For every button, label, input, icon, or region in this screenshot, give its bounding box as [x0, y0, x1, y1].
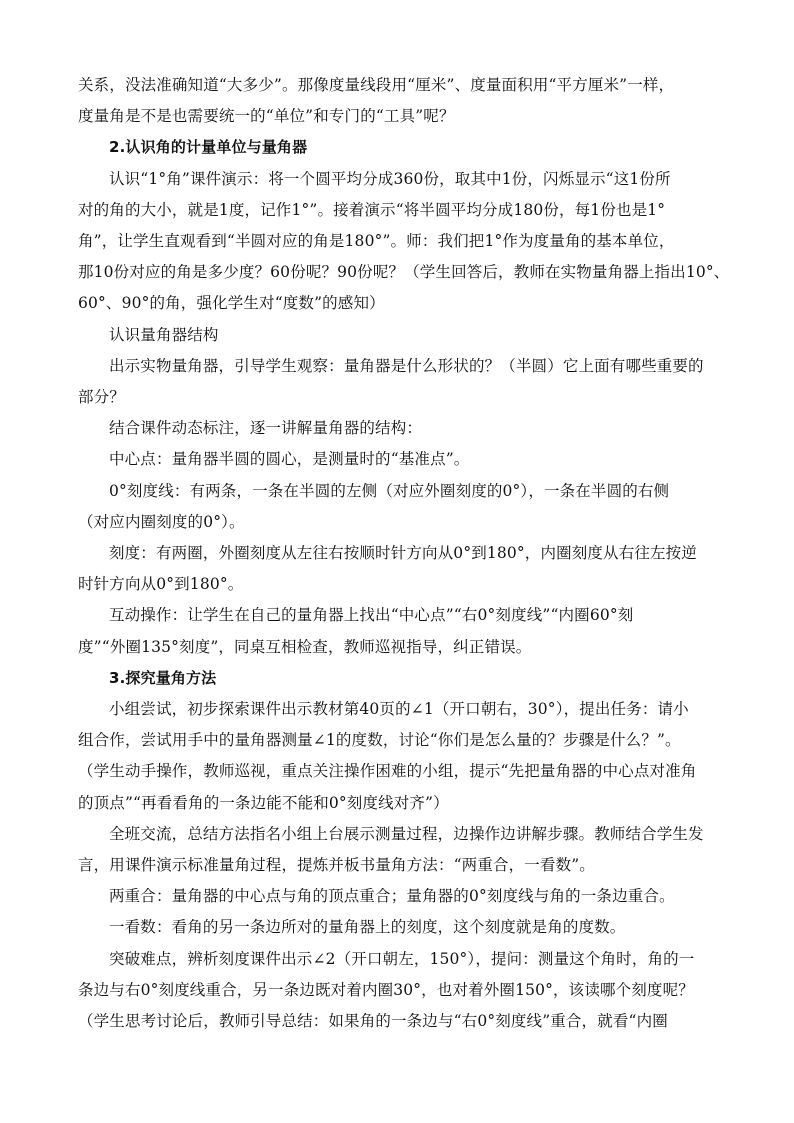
text-line: （对应内圈刻度的0°）。	[78, 512, 245, 531]
text-line: 全班交流，总结方法指名小组上台展示测量过程，边操作边讲解步骤。教师结合学生发	[109, 824, 704, 843]
text-line: 刻度：有两圈，外圈刻度从左往右按顺时针方向从0°到180°，内圈刻度从右往左按逆	[109, 544, 697, 563]
text-line: 两重合：量角器的中心点与角的顶点重合；量角器的0°刻度线与角的一条边重合。	[109, 887, 675, 906]
text-line: 角”，让学生直观看到“半圆对应的角是180°”。师：我们把1°作为度量角的基本单位，	[78, 232, 675, 251]
text-line: 中心点：量角器半圆的圆心，是测量时的“基准点”。	[109, 450, 470, 469]
text-line: （学生思考讨论后，教师引导总结：如果角的一条边与“右0°刻度线”重合，就看“内圈	[78, 1012, 668, 1031]
text-line: （学生动手操作，教师巡视，重点关注操作困难的小组，提示“先把量角器的中心点对准角	[78, 762, 697, 781]
text-line: 0°刻度线：有两条，一条在半圆的左侧（对应外圈刻度的0°），一条在半圆的右侧	[109, 481, 670, 500]
text-line: 认识量角器结构	[109, 325, 219, 344]
section-heading: 2.认识角的计量单位与量角器	[109, 138, 308, 157]
text-line: 突破难点，辨析刻度课件出示∠2（开口朝左，150°），提问：测量这个角时，角的一	[109, 949, 695, 968]
text-line: 度”“外圈135°刻度”，同桌互相检查，教师巡视指导，纠正错误。	[78, 637, 532, 656]
text-line: 度量角是不是也需要统一的“单位”和专门的“工具”呢？	[78, 107, 455, 126]
document-page	[78, 70, 730, 1037]
text-line: 小组尝试，初步探索课件出示教材第40页的∠1（开口朝右，30°），提出任务：请小	[109, 700, 689, 719]
text-line: 结合课件动态标注，逐一讲解量角器的结构：	[109, 419, 423, 438]
text-line: 时针方向从0°到180°。	[78, 575, 244, 594]
text-line: 部分？	[78, 388, 125, 407]
text-line: 条边与右0°刻度线重合，另一条边既对着内圈30°，也对着外圈150°，该读哪个刻度呢？	[78, 980, 694, 999]
text-line: 那10份对应的角是多少度？60份呢？90份呢？（学生回答后，教师在实物量角器上指出10°、	[78, 263, 730, 282]
text-line: 认识“1°角”课件演示：将一个圆平均分成360份，取其中1份，闪烁显示“这1份所	[109, 169, 671, 188]
text-line: 的顶点”“再看看角的一条边能不能和0°刻度线对齐”）	[78, 793, 449, 812]
text-line: 关系，没法准确知道“大多少”。那像度量线段用“厘米”、度量面积用“平方厘米”一样，	[78, 76, 675, 94]
text-line: 60°、90°的角，强化学生对“度数”的感知）	[78, 294, 385, 313]
text-line: 互动操作：让学生在自己的量角器上找出“中心点”“右0°刻度线”“内圈60°刻	[109, 606, 634, 625]
text-line: 出示实物量角器，引导学生观察：量角器是什么形状的？（半圆）它上面有哪些重要的	[109, 356, 704, 375]
text-line: 对的角的大小，就是1度，记作1°”。接着演示“将半圆平均分成180份，每1份也是1°	[78, 200, 666, 219]
section-heading: 3.探究量角方法	[109, 668, 217, 687]
text-line: 一看数：看角的另一条边所对的量角器上的刻度，这个刻度就是角的度数。	[109, 918, 626, 937]
text-line: 组合作，尝试用手中的量角器测量∠1的度数，讨论“你们是怎么量的？步骤是什么？”。	[78, 731, 681, 750]
text-line: 言，用课件演示标准量角过程，提炼并板书量角方法：“两重合，一看数”。	[78, 856, 595, 875]
